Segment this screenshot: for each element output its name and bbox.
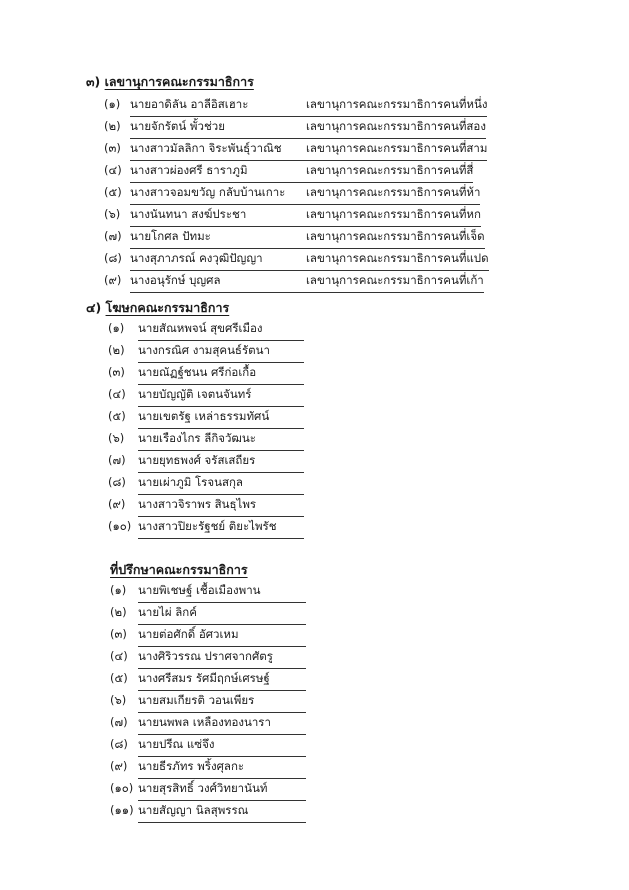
member-name: นายยุทธพงศ์ จรัสเสถียร [138,452,304,473]
member-name: นายไผ่ ลิกค์ [138,604,306,625]
item-number: (๖) [104,207,121,221]
item-number: (๘) [108,475,126,489]
item-number: (๕) [108,409,126,423]
item-number: (๔) [110,649,128,663]
item-number: (๘) [104,251,122,265]
member-role: เลขานุการคณะกรรมาธิการคนที่หก [306,206,481,227]
item-number: (๔) [104,163,122,177]
advisors-title: ที่ปรึกษาคณะกรรมาธิการ [110,562,248,577]
member-name: นายพิเชษฐ์ เชื้อเมืองพาน [138,582,306,603]
item-number: (๗) [108,453,126,467]
item-number: (๕) [110,671,128,685]
item-number: (๑๑) [110,803,134,817]
item-number: (๑๐) [108,519,132,533]
member-name: นายเผ่าภูมิ โรจนสกุล [138,474,304,495]
member-name: นางศรีสมร รัศมีฤกษ์เศรษฐ์ [138,670,306,691]
item-number: (๓) [110,627,127,641]
item-number: (๔) [108,387,126,401]
member-role: เลขานุการคณะกรรมาธิการคนที่แปด [306,250,489,271]
item-number: (๓) [108,365,125,379]
member-role: เลขานุการคณะกรรมาธิการคนที่เก้า [306,272,484,293]
section4-title: โฆษกคณะกรรมาธิการ [105,300,230,315]
member-role: เลขานุการคณะกรรมาธิการคนที่สี่ [306,162,473,183]
section3-heading [86,72,254,92]
item-number: (๒) [104,119,121,133]
section3-title: เลขานุการคณะกรรมาธิการ [104,74,254,89]
item-number: (๖) [110,693,127,707]
member-name: นายโกศล ปัทมะ [130,228,306,249]
section4-heading [86,298,229,318]
member-name: นางสาวจอมขวัญ กลับบ้านเกาะ [130,184,306,205]
member-name: นายณัฏฐ์ชนน ศรีก่อเกื้อ [138,364,304,385]
item-number: (๑) [108,321,125,335]
member-name: นายสัญญา นิลสุพรรณ [138,802,306,823]
member-name: นายนพพล เหลืองทองนารา [138,714,306,735]
item-number: (๘) [110,737,128,751]
member-name: นางสุภาภรณ์ คงวุฒิปัญญา [130,250,306,271]
member-name: นายสัณหพจน์ สุขศรีเมือง [138,320,304,341]
member-name: นางนันทนา สงฆ์ประชา [130,206,306,227]
member-name: นายปรีณ แซ่จึง [138,736,306,757]
member-name: นายต่อศักดิ์ อัศวเหม [138,626,306,647]
member-role: เลขานุการคณะกรรมาธิการคนที่สาม [306,140,487,161]
item-number: (๙) [108,497,126,511]
item-number: (๙) [110,759,128,773]
member-name: นายสุรสิทธิ์ วงศ์วิทยานันท์ [138,780,306,801]
item-number: (๗) [104,229,122,243]
member-name: นางศิริวรรณ ปราศจากศัตรู [138,648,306,669]
item-number: (๓) [104,141,121,155]
member-name: นายบัญญัติ เจตนจันทร์ [138,386,304,407]
item-number: (๑) [104,97,121,111]
member-role: เลขานุการคณะกรรมาธิการคนที่ห้า [306,184,480,205]
member-name: นายเรืองไกร ลีกิจวัฒนะ [138,430,304,451]
member-name: นางสาวปิยะรัฐชย์ ติยะไพรัช [138,518,304,539]
member-name: นางกรณิศ งามสุคนธ์รัตนา [138,342,304,363]
member-name: นายจักรัตน์ พั้วช่วย [130,118,306,139]
item-number: (๙) [104,273,122,287]
member-role: เลขานุการคณะกรรมาธิการคนที่หนึ่ง [306,96,487,117]
member-name: นางสาวจิราพร สินธุไพร [138,496,304,517]
member-name: นางสาวมัลลิกา จิระพันธุ์วาณิช [130,140,306,161]
item-number: (๒) [110,605,127,619]
member-role: เลขานุการคณะกรรมาธิการคนที่สอง [306,118,486,139]
item-number: (๕) [104,185,122,199]
member-name: นางสาวผ่องศรี ธาราภูมิ [130,162,306,183]
member-role: เลขานุการคณะกรรมาธิการคนที่เจ็ด [306,228,485,249]
section4-number: ๔) [86,300,102,315]
member-name: นางอนุรักษ์ บุญศล [130,272,306,293]
section3-number: ๓) [86,74,101,89]
member-name: นายเขตรัฐ เหล่าธรรมทัศน์ [138,408,304,429]
item-number: (๑๐) [110,781,134,795]
member-name: นายสมเกียรติ วอนเพียร [138,692,306,713]
member-name: นายอาดิลัน อาลีอิสเฮาะ [130,96,306,117]
item-number: (๒) [108,343,125,357]
item-number: (๑) [110,583,127,597]
item-number: (๖) [108,431,125,445]
member-name: นายธีรภัทร พริ้งศุลกะ [138,758,306,779]
advisors-heading [110,560,248,580]
item-number: (๗) [110,715,128,729]
